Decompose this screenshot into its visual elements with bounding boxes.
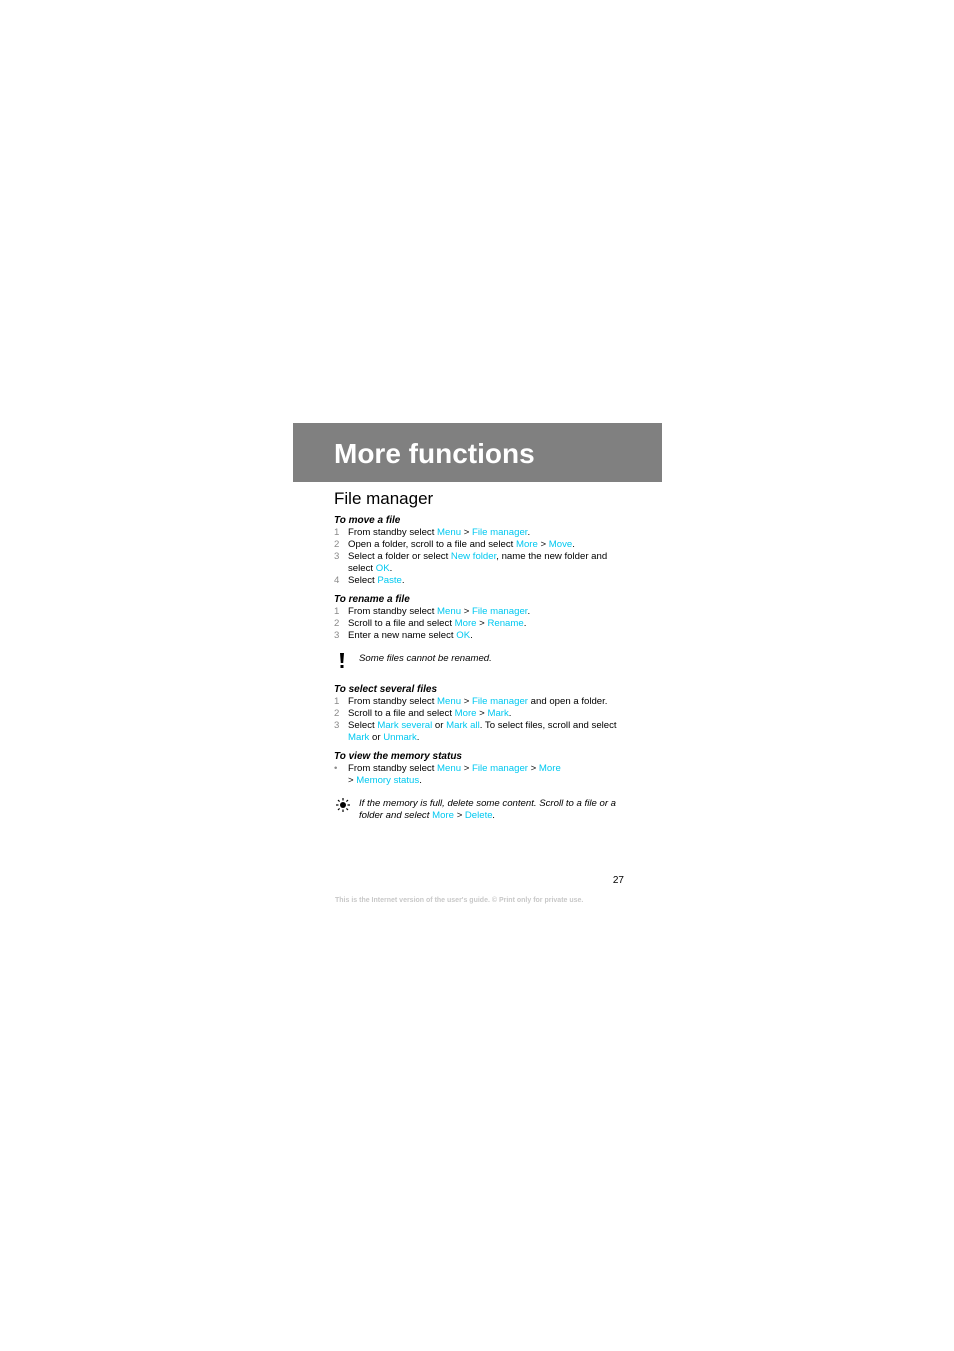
menu-term: Mark several	[377, 720, 433, 731]
list-item	[334, 708, 634, 720]
step-number: 3	[334, 551, 340, 562]
menu-term: Mark	[348, 732, 370, 743]
menu-term: OK	[456, 630, 471, 641]
menu-term: Memory status	[356, 775, 420, 786]
list-item	[334, 551, 634, 575]
step-text: Select a folder or select	[348, 551, 451, 562]
list-item	[334, 630, 634, 642]
section-title: File manager	[334, 489, 434, 508]
step-number: 3	[334, 720, 340, 731]
chapter-title: More functions	[334, 438, 535, 469]
menu-term: Delete	[464, 810, 493, 821]
menu-term: File manager	[471, 527, 528, 538]
step-text: .	[527, 606, 531, 617]
select-several-section	[334, 684, 634, 744]
list-item	[334, 606, 634, 618]
separator: >	[453, 810, 465, 821]
separator: >	[461, 606, 472, 617]
select-several-steps	[334, 696, 634, 744]
list-item	[334, 618, 634, 630]
separator: >	[461, 763, 472, 774]
step-text: or	[432, 720, 447, 731]
menu-term: Mark all	[446, 720, 480, 731]
separator: >	[348, 775, 357, 786]
separator: >	[476, 618, 488, 629]
menu-term: Paste	[377, 575, 402, 586]
step-text: From standby select	[348, 696, 438, 707]
step-text: From standby select	[348, 606, 438, 617]
step-number: 2	[334, 539, 340, 550]
separator: >	[476, 708, 488, 719]
rename-note	[334, 653, 634, 665]
rename-file-steps	[334, 606, 634, 642]
step-number: 2	[334, 708, 340, 719]
step-text: .	[401, 575, 405, 586]
step-text: or	[369, 732, 384, 743]
step-text: .	[470, 630, 473, 641]
menu-term: Rename	[487, 618, 524, 629]
step-text: From standby select	[348, 763, 438, 774]
menu-term: Menu	[437, 763, 462, 774]
menu-term: OK	[375, 563, 390, 574]
step-text: Enter a new name select	[348, 630, 457, 641]
step-number: 1	[334, 606, 340, 617]
step-number: 2	[334, 618, 340, 629]
menu-term: More	[454, 708, 477, 719]
menu-term: File manager	[471, 763, 528, 774]
step-text: Select	[348, 720, 378, 731]
select-several-heading: To select several files	[334, 684, 438, 695]
tip-text: .	[492, 810, 496, 821]
step-text: . To select files, scroll and select	[479, 720, 617, 731]
step-number: 1	[334, 527, 340, 538]
menu-term: Move	[548, 539, 573, 550]
move-file-heading: To move a file	[334, 515, 401, 526]
list-item	[334, 527, 634, 539]
page-number: 27	[612, 875, 624, 886]
step-number: 4	[334, 575, 340, 586]
menu-term: More	[515, 539, 538, 550]
menu-term: Menu	[437, 696, 462, 707]
step-text: Select	[348, 575, 378, 586]
menu-term: New folder	[450, 551, 497, 562]
menu-term: File manager	[471, 696, 528, 707]
page-content	[334, 515, 634, 822]
memory-status-heading: To view the memory status	[334, 751, 462, 762]
step-text: , name the new folder and select	[348, 551, 608, 574]
exclamation-icon	[338, 653, 346, 673]
lightbulb-icon	[336, 798, 350, 816]
move-file-steps	[334, 527, 634, 587]
separator: >	[461, 696, 472, 707]
separator: >	[537, 539, 549, 550]
separator: >	[527, 763, 539, 774]
step-text: Scroll to a file and select	[348, 618, 455, 629]
move-file-section	[334, 515, 634, 587]
list-item	[334, 539, 634, 551]
rename-file-section	[334, 594, 634, 665]
list-item	[334, 696, 634, 708]
note-text: Some files cannot be renamed.	[359, 653, 492, 664]
step-text: .	[508, 708, 512, 719]
step-text: Open a folder, scroll to a file and select	[348, 539, 516, 550]
step-text: .	[416, 732, 420, 743]
step-number: 1	[334, 696, 340, 707]
step-text: .	[527, 527, 531, 538]
step-text: .	[389, 563, 393, 574]
separator: >	[461, 527, 472, 538]
menu-term: More	[538, 763, 561, 774]
step-text: From standby select	[348, 527, 438, 538]
step-text: .	[419, 775, 422, 786]
memory-status-steps	[334, 763, 634, 787]
list-item	[334, 720, 634, 744]
menu-term: Unmark	[383, 732, 417, 743]
list-item	[334, 763, 634, 787]
step-text: Scroll to a file and select	[348, 708, 455, 719]
menu-term: More	[432, 810, 454, 821]
chapter-banner	[293, 423, 662, 482]
step-text: .	[572, 539, 575, 550]
memory-status-section	[334, 751, 634, 822]
rename-file-heading: To rename a file	[334, 594, 410, 605]
list-item	[334, 575, 634, 587]
step-text: .	[523, 618, 527, 629]
menu-term: Mark	[487, 708, 509, 719]
menu-term: File manager	[471, 606, 528, 617]
menu-term: Menu	[437, 527, 462, 538]
menu-term: Menu	[437, 606, 462, 617]
tip-text: If the memory is full, delete some content. Scroll to a file or a folder and select	[359, 798, 617, 821]
menu-term: More	[454, 618, 477, 629]
step-number: 3	[334, 630, 340, 641]
memory-tip	[334, 798, 627, 822]
bullet: •	[334, 763, 338, 774]
step-text: and open a folder.	[527, 696, 608, 707]
footer-disclaimer: This is the Internet version of the user's guide. © Print only for private use.	[335, 897, 584, 904]
